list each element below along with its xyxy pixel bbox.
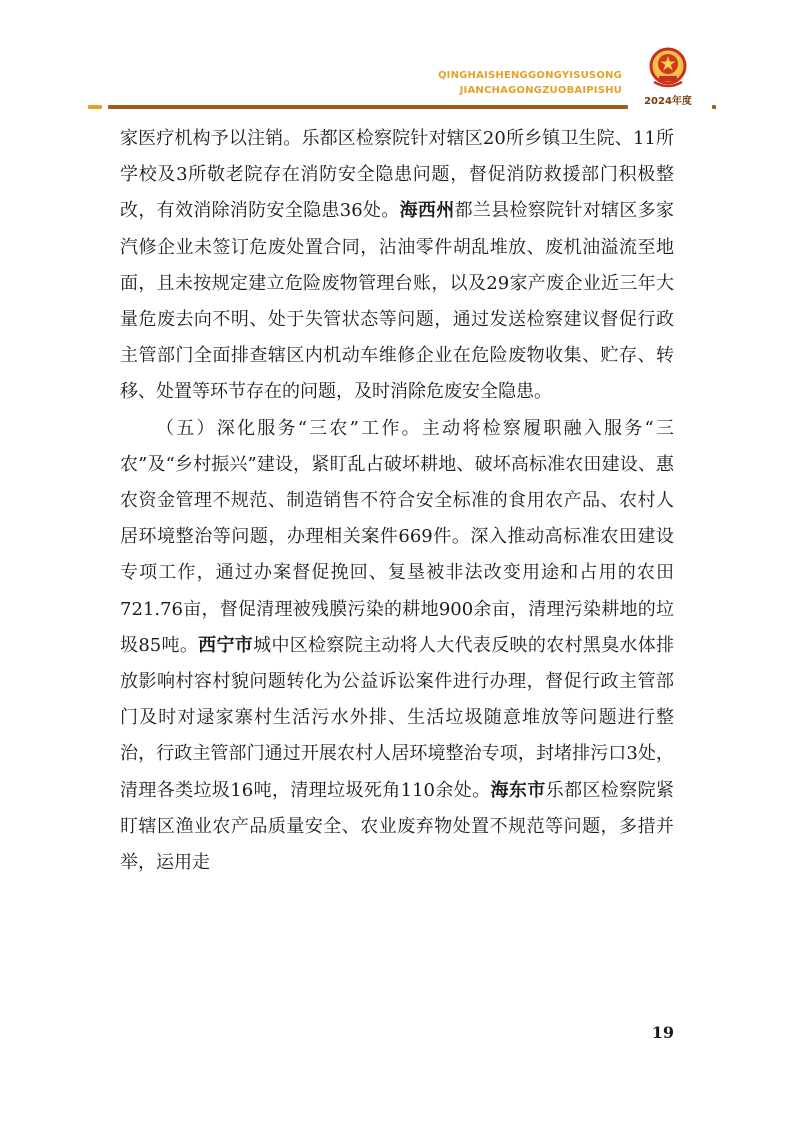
body-paragraph-2	[120, 411, 674, 882]
p2-text-2: 城中区检察院主动将人大代表反映的农村黑臭水体排放影响村容村貌问题转化为公益诉讼案件进行办理，督促行政主管部门及时对逯家寨村生活污水外排、生活垃圾随意堆放等问题进行整治，行政主管部门通过开展农村人居环境整治专项，封堵排污口3处，清理各类垃圾16吨，清理垃圾死角110余处。	[120, 634, 675, 801]
page-number: 19	[651, 1023, 674, 1042]
p2-region-highlight-1: 西宁市	[198, 634, 254, 656]
header-pinyin-title	[438, 68, 622, 98]
p2-text-1: （五）深化服务“三农”工作。主动将检察履职融入服务“三农”及“乡村振兴”建设，紧盯乱占破坏耕地、破坏高标准农田建设、惠农资金管理不规范、制造销售不符合安全标准的食用农产品、农村人居环境整治等问题，办理相关案件669件。深入推动高标准农田建设专项工作，通过办案督促挽回、复垦被非法改变用途和占用的农田721.76亩，督促清理被残膜污染的耕地900余亩，清理污染耕地的垃圾85吨。	[120, 417, 674, 656]
p1-text-1: 家医疗机构予以注销。乐都区检察院针对辖区20所乡镇卫生院、11所学校及3所敬老院存在消防安全隐患问题，督促消防救援部门积极整改，有效消除消防安全隐患36处。	[120, 128, 674, 222]
header-line-2: JIANCHAGONGZUOBAIPISHU	[459, 85, 622, 96]
body-paragraph-1	[120, 121, 674, 411]
p1-text-2: 都兰县检察院针对辖区多家汽修企业未签订危废处置合同，沾油零件胡乱堆放、废机油溢流至地面，且未按规定建立危险废物管理台账，以及29家产废企业近三年大量危废去向不明、处于失管状态等问题，通过发送检察建议督促行政主管部门全面排查辖区内机动车维修企业在危险废物收集、贮存、转移、处置等环节存在的问题，及时消除危废安全隐患。	[120, 200, 675, 403]
procuratorate-emblem-icon	[648, 46, 688, 90]
p2-region-highlight-2: 海东市	[490, 779, 546, 801]
header-rule	[108, 105, 628, 109]
header-line-1: QINGHAISHENGGONGYISUSONG	[437, 70, 622, 81]
p1-region-highlight: 海西州	[399, 200, 455, 222]
header-rule-accent	[88, 105, 102, 109]
page-body	[120, 121, 674, 881]
header-rule-end	[712, 105, 716, 109]
p2-text-3: 乐都区检察院紧盯辖区渔业农产品质量安全、农业废弃物处置不规范等问题，多措并举，运用走	[120, 779, 675, 874]
header-year: 2024年度	[644, 96, 692, 107]
